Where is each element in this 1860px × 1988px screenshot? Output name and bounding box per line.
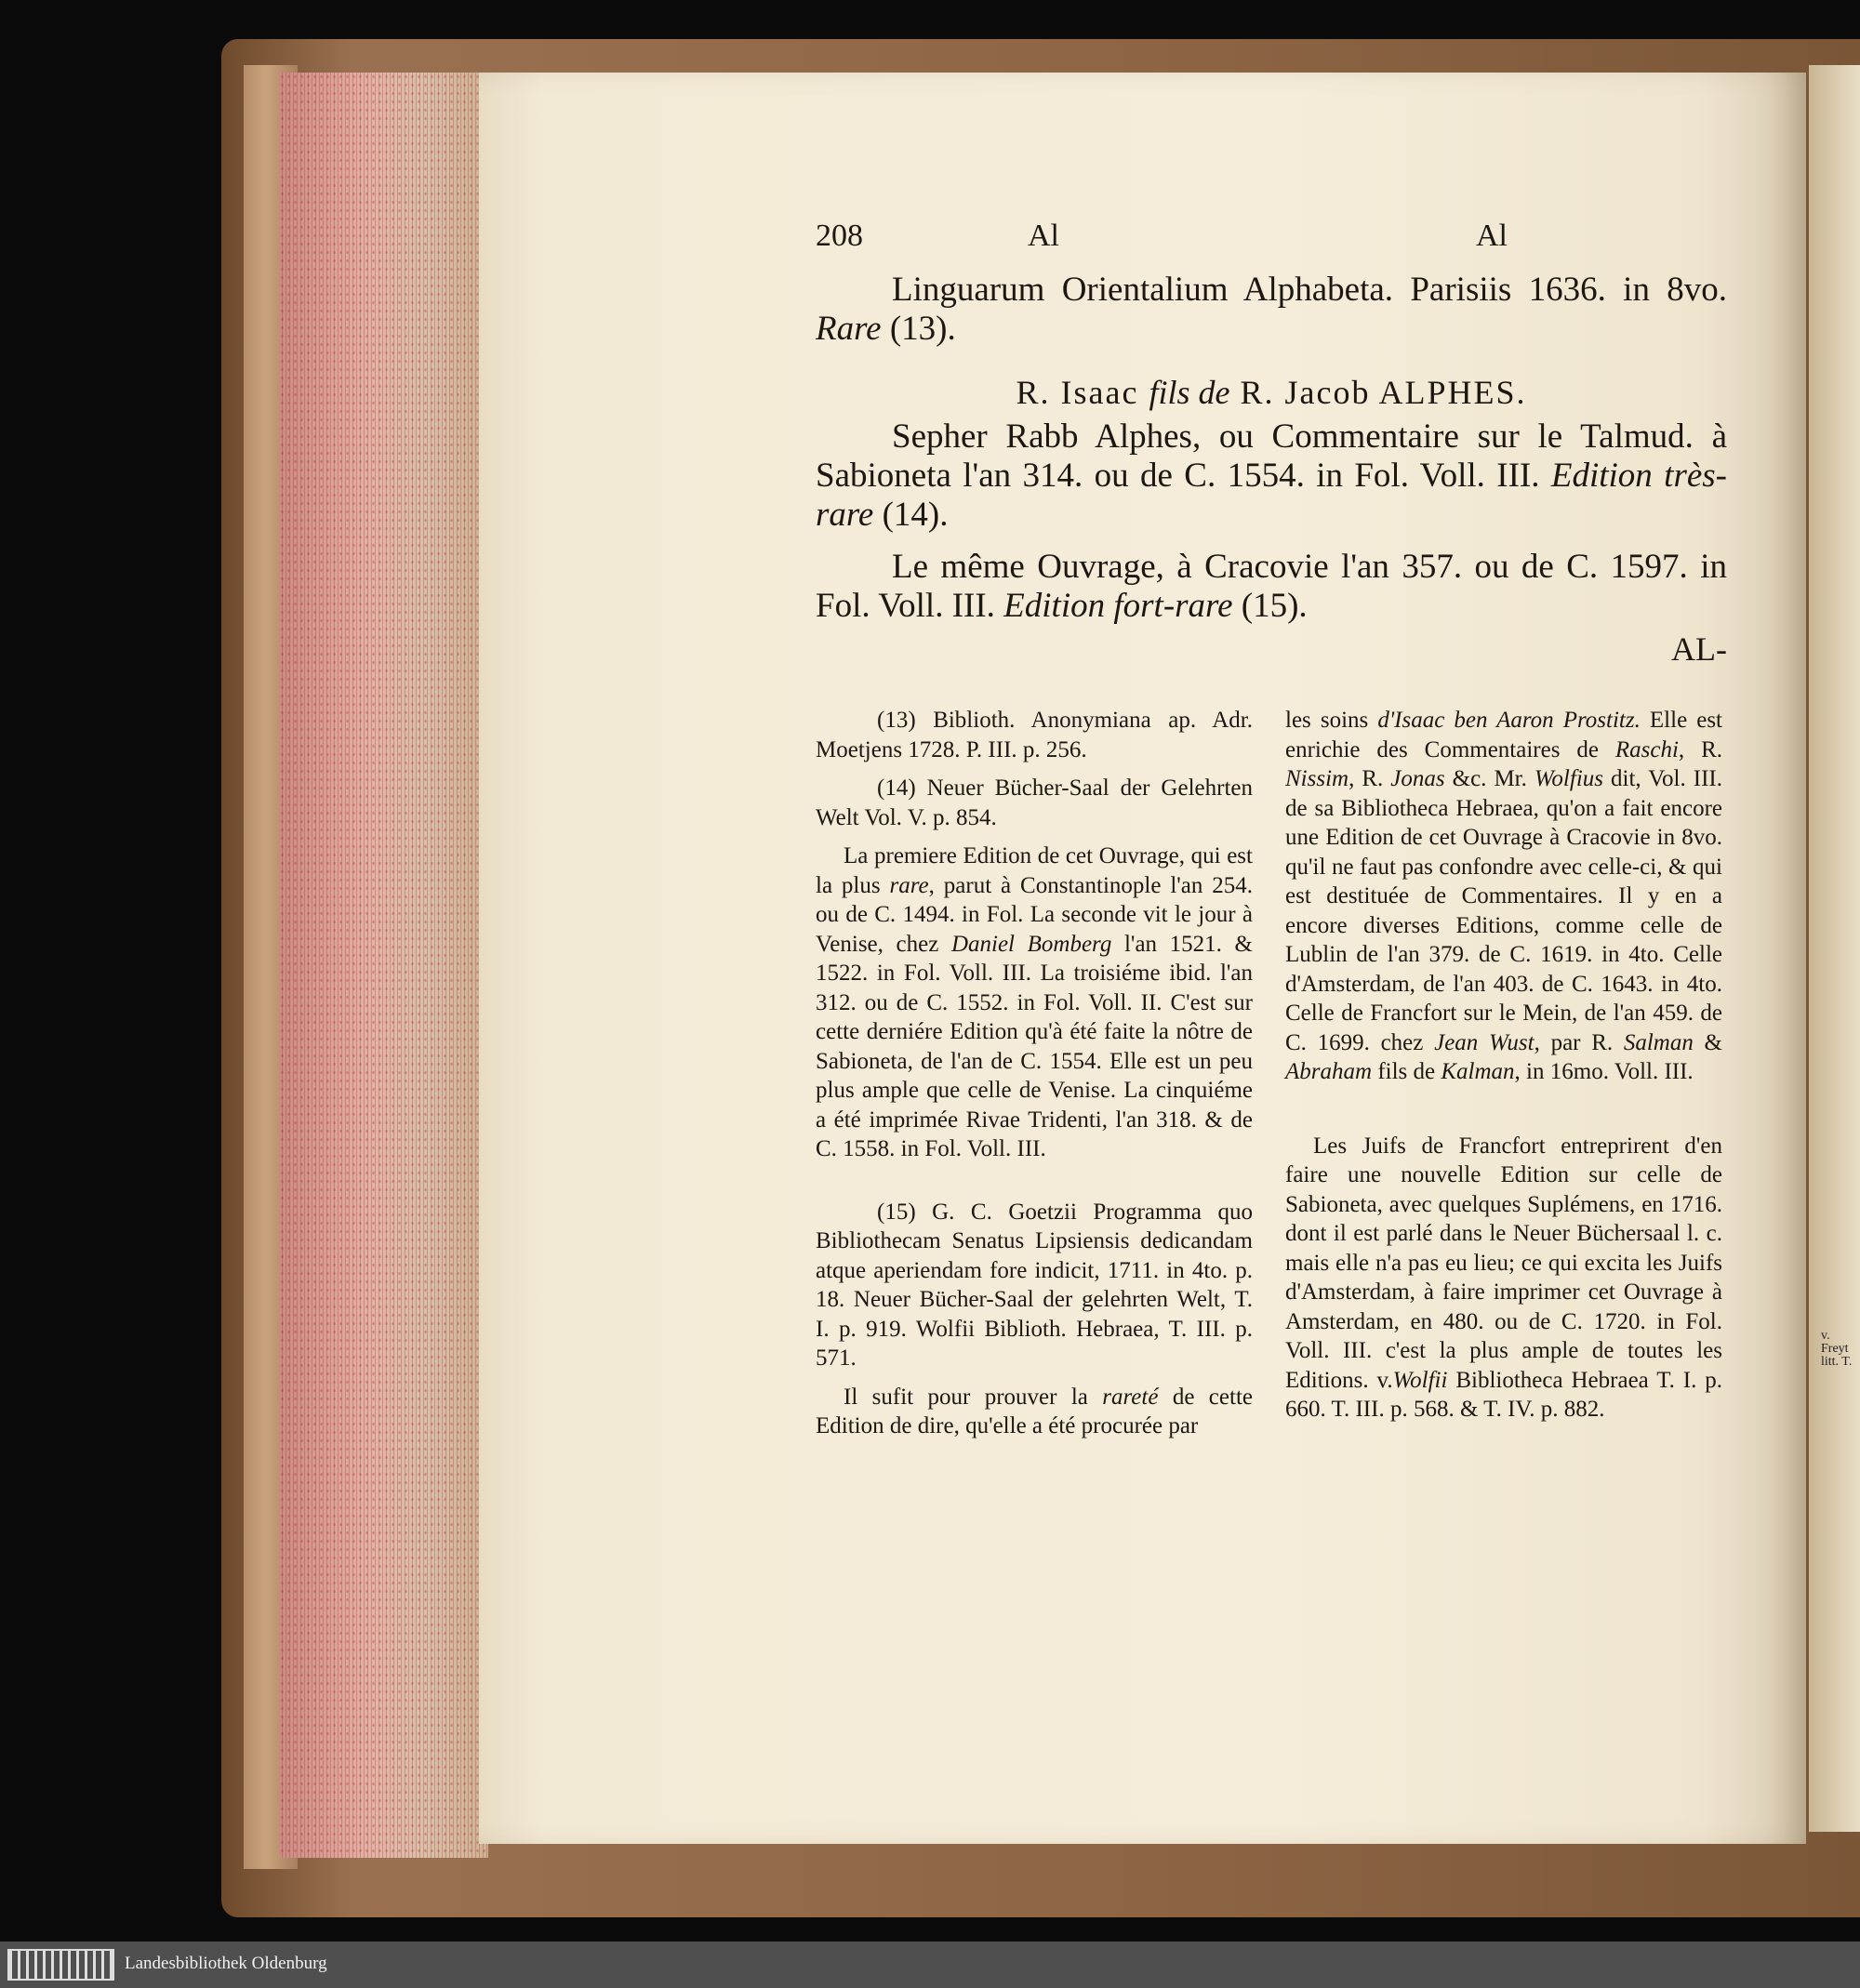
fn15c-d: , R. — [1348, 766, 1391, 791]
fn15c-jean: Jean Wust — [1434, 1029, 1534, 1055]
fn15f-b: Bibliotheca Hebraea T. I. p. 660. T. III. p. 568. & T. IV. p. 882. — [1285, 1367, 1722, 1422]
heading-part-b: R. Jacob ALPHES. — [1229, 374, 1527, 411]
fn15f-a: Les Juifs de Francfort entreprirent d'en faire une nouvelle Edition sur celle de Sabioneta, avec quelques Suplémens, en 1716. dont il est parlé dans le Neuer Büchersaal l. c. mais elle n'a pas eu lieu; ce qui excita les Juifs d'Amsterdam, à faire imprimer cet Ouvrage à Amsterdam, en 480. ou de C. 1720. in Fol. Voll. III. c'est la plus ample de toutes les Editions. v. — [1285, 1133, 1722, 1393]
fn15c-g: , par R. — [1534, 1029, 1624, 1055]
fn14-part-c: l'an 1521. & 1522. in Fol. Voll. III. La troisiéme ibid. l'an 312. ou de C. 1552. in Fol. Voll. II. C'est sur cette derniére Edition qu'à été faite la nôtre de Sabioneta, de l'an de C. 1554. Elle est un peu plus ample que celle de Venise. La cinquiéme a été imprimée Rivae Tridenti, l'an 318. & de C. 1558. in Fol. Voll. III. — [816, 931, 1253, 1161]
fn14-part-b: , parut à Constantinople l'an 254. ou de C. 1494. in Fol. La seconde vit le jour à Venise, chez — [816, 872, 1254, 957]
page-edges — [279, 73, 488, 1858]
fn15c-jonas: Jonas — [1390, 766, 1445, 791]
fn15-part-a: Il sufit pour prouver la — [844, 1384, 1103, 1410]
entry-sepher — [816, 417, 1727, 535]
entry-cracovie-edition: Edition fort-rare — [1003, 587, 1233, 625]
fn15c-i: fils de — [1372, 1059, 1442, 1084]
fn15c-c: , R. — [1678, 736, 1722, 762]
entry-cracovie-text: Le même Ouvrage, à Cracovie l'an 357. ou de C. 1597. in Fol. Voll. III. — [816, 548, 1727, 625]
facing-page-note — [1821, 1330, 1860, 1369]
library-logo-icon — [7, 1949, 114, 1981]
entry-cracovie-ref: (15). — [1232, 587, 1308, 625]
entry-alphabeta-rare: Rare — [816, 310, 882, 348]
fn15c-a: les soins — [1285, 708, 1378, 733]
entry-cracovie — [816, 548, 1727, 626]
footnotes-right-column — [1285, 706, 1722, 1425]
catchword: AL- — [1671, 630, 1727, 668]
heading-fils-de: fils de — [1149, 374, 1230, 411]
footnote-15-text — [816, 1383, 1253, 1441]
entry-sepher-ref: (14). — [873, 496, 949, 534]
footnote-13: (13) Biblioth. Anonymiana ap. Adr. Moetjens 1728. P. III. p. 256. — [816, 708, 1253, 762]
fn14-bomberg: Daniel Bomberg — [950, 931, 1112, 957]
fn15c-b: Elle est enrichie des Commentaires de — [1285, 708, 1722, 762]
main-text — [816, 271, 1727, 669]
running-head-right: Al — [1476, 219, 1508, 253]
library-name: Landesbibliothek Oldenburg — [125, 1954, 327, 1973]
page-number: 208 — [816, 219, 863, 253]
entry-sepher-text: Sepher Rabb Alphes, ou Commentaire sur le Talmud. à Sabioneta l'an 314. ou de C. 1554. in Fol. Voll. III. — [816, 417, 1727, 495]
entry-alphabeta-ref: (13). — [881, 310, 956, 348]
library-footer — [0, 1942, 1860, 1988]
footnote-15: (15) G. C. Goetzii Programma quo Bibliothecam Senatus Lipsiensis dedicandam atque aperiendam fore indicit, 1711. in 4to. p. 18. Neuer Bücher-Saal der gelehrten Welt, T. I. p. 919. Wolfii Biblioth. Hebraea, T. III. p. 571. — [816, 1199, 1253, 1371]
fn15c-raschi: Raschi — [1614, 736, 1679, 762]
fn15c-salman: Salman — [1623, 1029, 1694, 1055]
author-heading — [816, 373, 1727, 412]
footnotes — [816, 706, 1727, 1543]
fn15-part-b: de cette Edition de dire, qu'elle a été procurée par — [816, 1384, 1253, 1438]
running-header — [816, 219, 1727, 271]
facing-note-line-1: v. Freyt — [1821, 1329, 1849, 1356]
footnote-15-continued — [1285, 706, 1722, 1087]
entry-alphabeta — [816, 271, 1727, 349]
fn15c-abraham: Abraham — [1285, 1059, 1373, 1084]
fn15-rarete: rareté — [1102, 1384, 1159, 1410]
fn15c-wolfius: Wolfius — [1534, 766, 1603, 791]
fn15c-kalman: Kalman — [1441, 1059, 1515, 1084]
fn15f-wolfii: Wolfii — [1392, 1367, 1448, 1393]
running-head-left: Al — [1028, 219, 1059, 253]
facing-note-line-2: litt. T. — [1821, 1355, 1853, 1369]
fn15c-isaac: d'Isaac ben Aaron Prostitz. — [1377, 708, 1641, 733]
fn15c-f: dit, Vol. III. de sa Bibliotheca Hebraea, qu'on a fait encore une Edition de cet Ouvrage à Cracovie in 8vo. qu'il ne faut pas confondre avec celle-ci, & qui est destituée de Commentaires. Il y en a encore diverses Editions, comme celle de Lublin de l'an 379. de C. 1619. in 4to. Celle d'Amsterdam, de l'an 403. de C. 1643. in 4to. Celle de Francfort sur le Mein, de l'an 459. de C. 1699. chez — [1285, 766, 1722, 1055]
fn15c-h: & — [1693, 1029, 1722, 1055]
footnote-15-francfort — [1285, 1132, 1722, 1425]
footnote-14-text — [816, 842, 1253, 1164]
footnote-14: (14) Neuer Bücher-Saal der Gelehrten Welt Vol. V. p. 854. — [816, 775, 1253, 830]
fn14-rare: rare — [889, 872, 929, 898]
page-content — [816, 219, 1727, 1543]
entry-alphabeta-text: Linguarum Orientalium Alphabeta. Parisiis 1636. in 8vo. — [892, 271, 1727, 309]
fn15c-e: &c. Mr. — [1444, 766, 1534, 791]
fn14-part-a: La premiere Edition de cet Ouvrage, qui est la plus — [816, 843, 1253, 898]
facing-page-edge — [1809, 65, 1860, 1832]
entry-sepher-edition: Edition très-rare — [816, 457, 1727, 534]
fn15c-nissim: Nissim — [1285, 766, 1349, 791]
heading-part-a: R. Isaac — [1016, 374, 1149, 411]
fn15c-j: , in 16mo. Voll. III. — [1514, 1059, 1694, 1084]
footnotes-left-column — [816, 706, 1253, 1441]
